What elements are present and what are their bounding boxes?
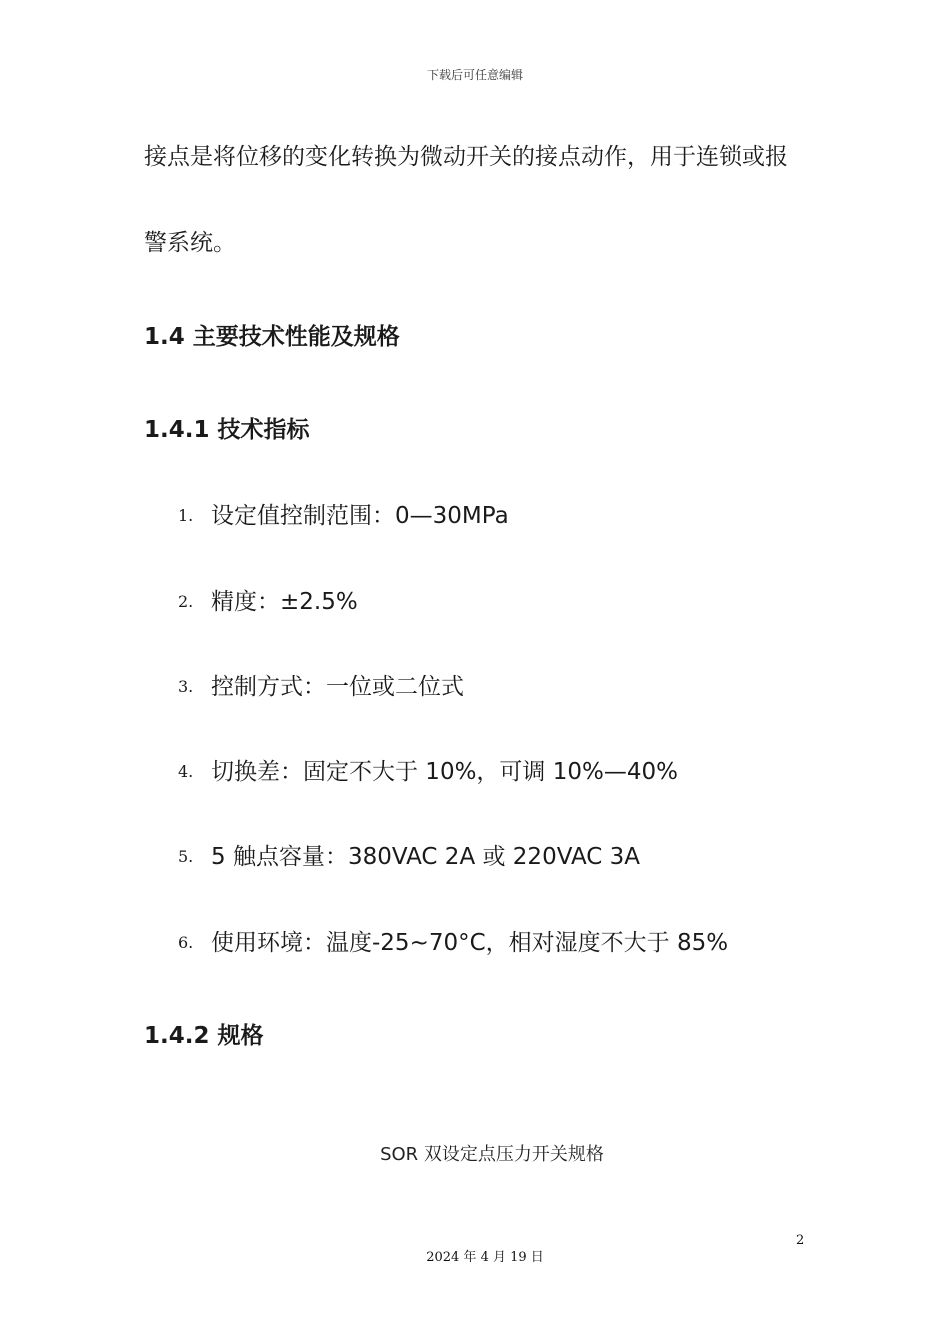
list-item (178, 838, 640, 871)
header-note: 下载后可任意编辑 (426, 68, 523, 82)
list-item-text: 切换差：固定不大于 10%，可调 10%—40% (211, 759, 678, 785)
subsection-heading-specs: 1.4.2 规格 (144, 1023, 264, 1049)
list-item-text: 使用环境：温度-25~70°C，相对湿度不大于 85% (211, 930, 729, 956)
footer-date: 2024 年 4 月 19 日 (426, 1250, 544, 1265)
list-item-text: 5 触点容量：380VAC 2A 或 220VAC 3A (211, 844, 641, 870)
list-item-text: 控制方式：一位或二位式 (211, 674, 464, 700)
list-item-number: 4. (178, 762, 194, 781)
list-item (178, 924, 728, 957)
list-item-number: 5. (178, 847, 194, 866)
list-item-text: 精度：±2.5% (211, 589, 358, 615)
paragraph-line-1: 接点是将位移的变化转换为微动开关的接点动作，用于连锁或报 (144, 144, 788, 170)
list-item-number: 3. (178, 677, 194, 696)
list-item-number: 1. (178, 506, 194, 525)
list-item-number: 6. (178, 933, 194, 952)
list-item (178, 583, 358, 616)
list-item (178, 668, 464, 701)
paragraph-line-2: 警系统。 (144, 230, 236, 256)
list-item-number: 2. (178, 592, 194, 611)
subsection-heading-tech-specs: 1.4.1 技术指标 (144, 417, 310, 443)
list-item-text: 设定值控制范围：0—30MPa (211, 503, 509, 529)
page-number: 2 (796, 1233, 805, 1248)
list-item (178, 497, 509, 530)
section-heading: 1.4 主要技术性能及规格 (144, 324, 400, 350)
list-item (178, 753, 678, 786)
table-caption: SOR 双设定点压力开关规格 (380, 1144, 604, 1165)
